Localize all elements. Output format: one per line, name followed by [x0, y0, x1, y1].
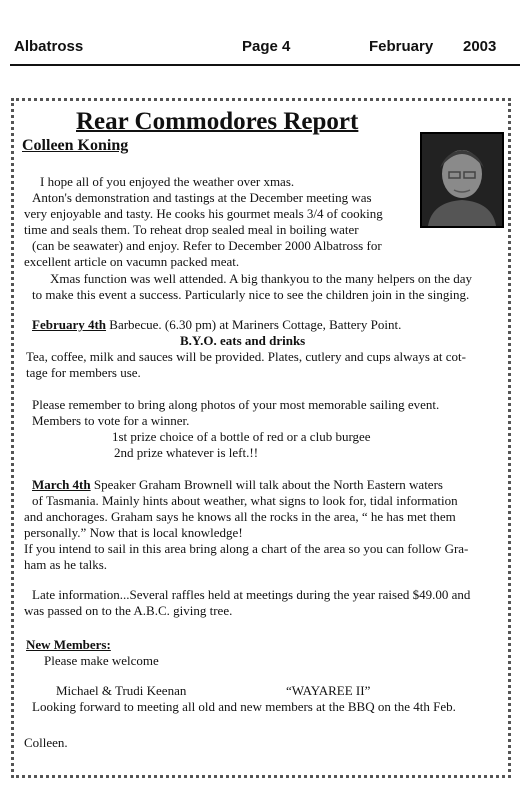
late-info-line: was passed on to the A.B.C. giving tree. — [24, 603, 233, 618]
intro-line: Anton's demonstration and tastings at the December meeting was — [32, 190, 372, 205]
february-detail-line: tage for members use. — [26, 365, 141, 380]
second-prize: 2nd prize whatever is left.!! — [114, 445, 259, 460]
february-event-line — [32, 318, 401, 333]
byo-note: B.Y.O. eats and drinks — [180, 333, 306, 348]
header-divider — [10, 64, 520, 66]
portrait-image — [422, 134, 502, 226]
march-detail-line: personally.” Now that is local knowledge! — [24, 525, 243, 540]
publication-name: Albatross — [14, 38, 84, 55]
intro-line: (can be seawater) and enjoy. Refer to December 2000 Albatross for — [32, 238, 382, 253]
intro-line: time and seals them. To reheat drop sealed meal in boiling water — [24, 222, 359, 237]
xmas-line: to make this event a success. Particularly nice to see the children join in the singing. — [32, 287, 470, 302]
march-event-line — [32, 478, 443, 493]
first-prize: 1st prize choice of a bottle of red or a club burgee — [112, 429, 371, 444]
signoff: Colleen. — [24, 735, 68, 750]
march-detail-line: and anchorages. Graham says he knows all the rocks in the area, “ he has met them — [24, 509, 456, 524]
welcome-line: Please make welcome — [44, 653, 159, 668]
february-event-text: Barbecue. (6.30 pm) at Mariners Cottage, Battery Point. — [109, 317, 402, 332]
intro-line: very enjoyable and tasty. He cooks his gourmet meals 3/4 of cooking — [24, 206, 383, 221]
february-detail-line: Tea, coffee, milk and sauces will be provided. Plates, cutlery and cups always at cot- — [26, 349, 466, 364]
march-date: March 4th — [32, 477, 91, 492]
march-detail-line: If you intend to sail in this area bring along a chart of the area so you can follow Gra- — [24, 541, 469, 556]
author-photo — [420, 132, 504, 228]
page-number: Page 4 — [242, 38, 291, 55]
intro-line: excellent article on vacumn packed meat. — [24, 254, 240, 269]
xmas-line: Xmas function was well attended. A big thankyou to the many helpers on the day — [50, 271, 473, 286]
issue-year: 2003 — [463, 38, 497, 55]
looking-forward-line: Looking forward to meeting all old and new members at the BBQ on the 4th Feb. — [32, 699, 456, 714]
intro-line: I hope all of you enjoyed the weather over xmas. — [40, 174, 295, 189]
article-title: Rear Commodores Report — [76, 108, 359, 135]
photos-line: Members to vote for a winner. — [32, 413, 190, 428]
march-detail-line: ham as he talks. — [24, 557, 108, 572]
issue-month: February — [369, 38, 434, 55]
member-names: Michael & Trudi Keenan — [56, 683, 187, 698]
late-info-line: Late information...Several raffles held at meetings during the year raised $49.00 and — [32, 587, 471, 602]
boat-name: “WAYAREE II” — [286, 683, 371, 698]
article-author: Colleen Koning — [22, 137, 129, 154]
new-members-heading: New Members: — [26, 637, 111, 652]
photos-line: Please remember to bring along photos of your most memorable sailing event. — [32, 397, 440, 412]
february-date: February 4th — [32, 317, 107, 332]
march-event-text: Speaker Graham Brownell will talk about the North Eastern waters — [93, 477, 443, 492]
march-detail-line: of Tasmania. Mainly hints about weather, what signs to look for, tidal information — [32, 493, 458, 508]
